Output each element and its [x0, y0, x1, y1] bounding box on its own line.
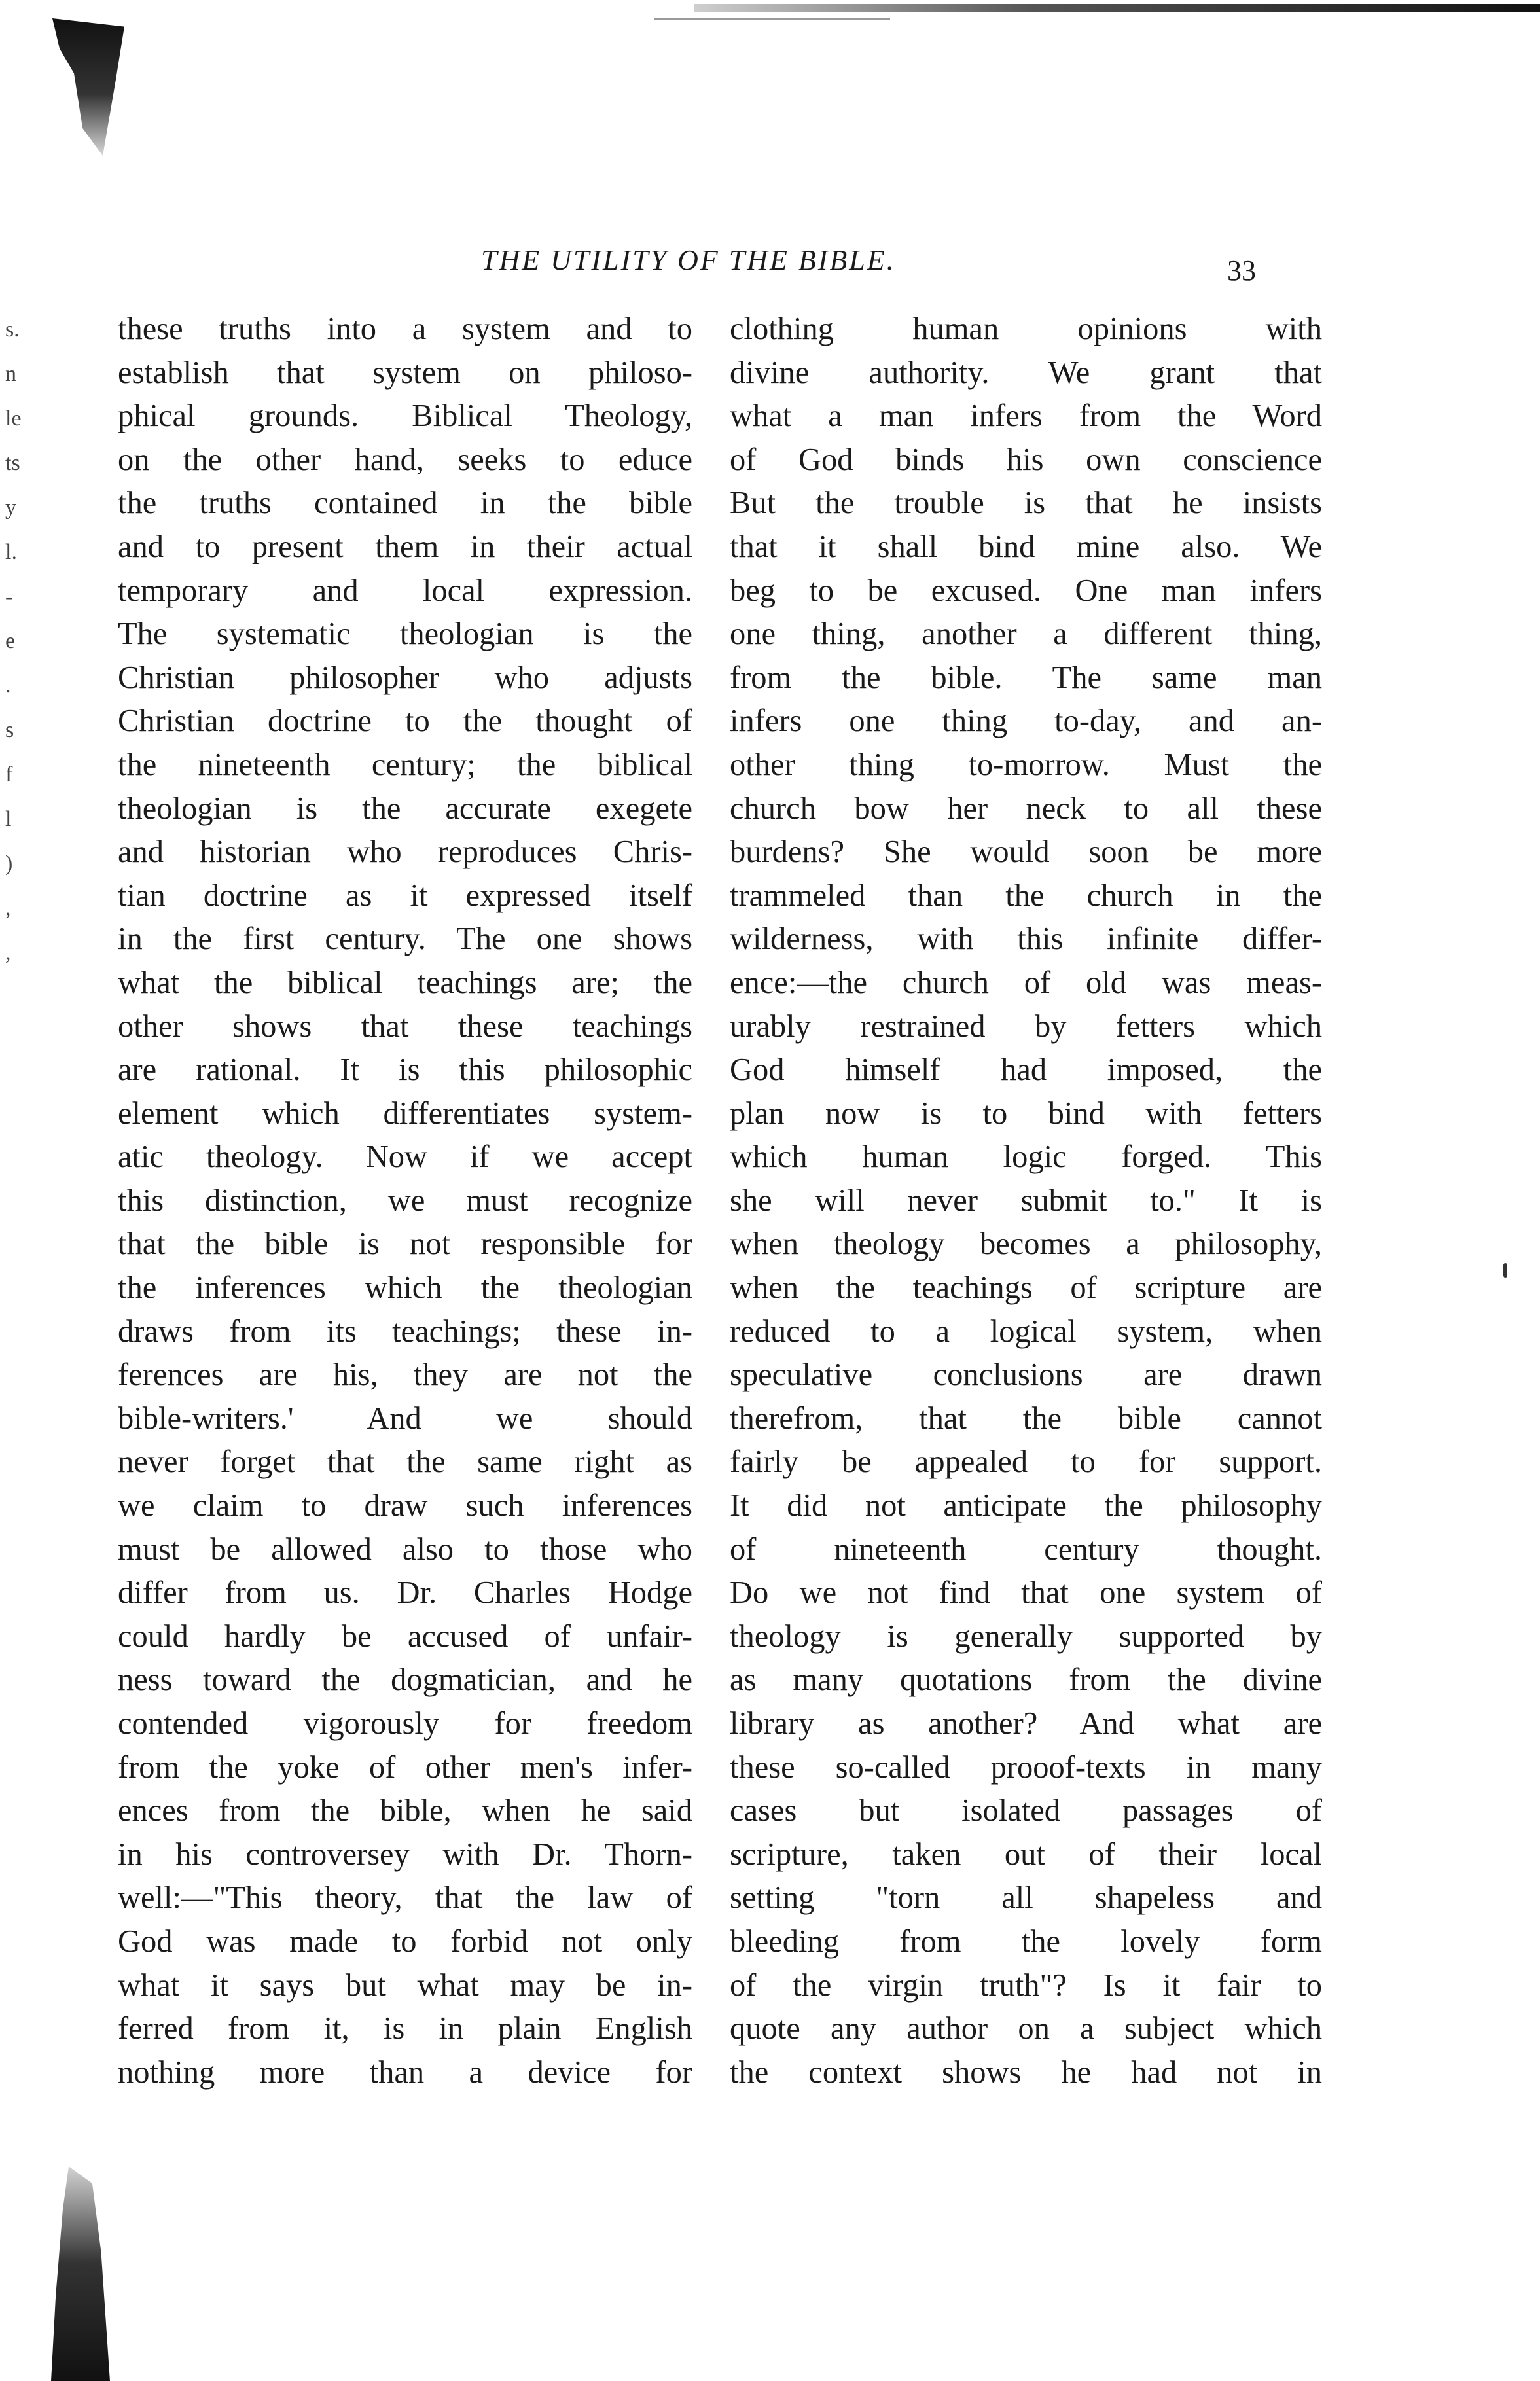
- text-line: scripture, taken out of their local: [730, 1836, 1322, 1872]
- text-line: library as another? And what are: [730, 1706, 1322, 1741]
- text-line: differ from us. Dr. Charles Hodge: [118, 1575, 692, 1611]
- text-line: what it says but what may be in-: [118, 1967, 692, 2003]
- text-line: that the bible is not responsible for: [118, 1226, 692, 1262]
- text-line: bible-writers.' And we should: [118, 1401, 692, 1436]
- margin-fragment: l.: [5, 540, 17, 564]
- text-line: and historian who reproduces Chris-: [118, 834, 692, 870]
- margin-fragment: le: [5, 406, 22, 431]
- text-line: fairly be appealed to for support.: [730, 1444, 1322, 1480]
- text-line: the truths contained in the bible: [118, 486, 692, 521]
- text-line: God himself had imposed, the: [730, 1052, 1322, 1088]
- text-line: of nineteenth century thought.: [730, 1531, 1322, 1567]
- text-line: in his controversey with Dr. Thorn-: [118, 1836, 692, 1872]
- text-line: this distinction, we must recognize: [118, 1183, 692, 1218]
- top-edge-rule: [694, 4, 1540, 12]
- text-line: we claim to draw such inferences: [118, 1488, 692, 1524]
- text-line: the context shows he had not in: [730, 2054, 1322, 2090]
- margin-fragment: f: [5, 762, 13, 787]
- text-line: Christian doctrine to the thought of: [118, 704, 692, 739]
- text-line: theologian is the accurate exegete: [118, 791, 692, 826]
- text-line: speculative conclusions are drawn: [730, 1357, 1322, 1393]
- left-margin-bleedthrough: [5, 308, 45, 975]
- text-line: ferred from it, is in plain English: [118, 2011, 692, 2047]
- text-line: bleeding from the lovely form: [730, 1924, 1322, 1959]
- text-line: what the biblical teachings are; the: [118, 965, 692, 1000]
- running-title: THE UTILITY OF THE BIBLE.: [481, 244, 896, 276]
- text-line: therefrom, that the bible cannot: [730, 1401, 1322, 1436]
- text-line: clothing human opinions with: [730, 312, 1322, 346]
- text-line: one thing, another a different thing,: [730, 617, 1322, 652]
- top-edge-thin-rule: [654, 18, 890, 20]
- binding-shadow-top: [52, 18, 124, 156]
- margin-fragment: n: [5, 362, 16, 386]
- text-line: church bow her neck to all these: [730, 791, 1322, 826]
- text-line: temporary and local expression.: [118, 573, 692, 608]
- text-line: what a man infers from the Word: [730, 399, 1322, 434]
- text-line: ence:—the church of old was meas-: [730, 965, 1322, 1000]
- margin-fragment: .: [5, 673, 11, 698]
- text-line: of God binds his own conscience: [730, 442, 1322, 477]
- left-text-column: [118, 308, 692, 2094]
- margin-fragment: s.: [5, 317, 20, 342]
- text-line: urably restrained by fetters which: [730, 1009, 1322, 1044]
- text-line: never forget that the same right as: [118, 1444, 692, 1480]
- text-line: contended vigorously for freedom: [118, 1706, 692, 1741]
- text-line: Christian philosopher who adjusts: [118, 660, 692, 695]
- text-line: beg to be excused. One man infers: [730, 573, 1322, 608]
- text-line: divine authority. We grant that: [730, 355, 1322, 390]
- text-line: draws from its teachings; these in-: [118, 1314, 692, 1349]
- margin-fragment: ts: [5, 451, 20, 475]
- margin-fragment: -: [5, 584, 13, 609]
- text-line: God was made to forbid not only: [118, 1924, 692, 1959]
- right-text-column: [730, 308, 1322, 2094]
- text-line: well:—"This theory, that the law of: [118, 1880, 692, 1916]
- margin-fragment: ,: [5, 940, 11, 965]
- binding-shadow-bottom: [51, 2166, 110, 2381]
- text-line: in the first century. The one shows: [118, 922, 692, 957]
- page-number: 33: [1227, 255, 1256, 287]
- text-line: when theology becomes a philosophy,: [730, 1226, 1322, 1262]
- margin-fragment: s: [5, 718, 14, 742]
- text-line: must be allowed also to those who: [118, 1531, 692, 1567]
- text-line: atic theology. Now if we accept: [118, 1139, 692, 1175]
- text-line: could hardly be accused of unfair-: [118, 1619, 692, 1654]
- text-line: are rational. It is this philosophic: [118, 1052, 692, 1088]
- text-line: when the teachings of scripture are: [730, 1270, 1322, 1306]
- text-line: phical grounds. Biblical Theology,: [118, 399, 692, 434]
- text-line: element which differentiates system-: [118, 1096, 692, 1131]
- running-head: [0, 243, 1540, 287]
- text-line: ences from the bible, when he said: [118, 1793, 692, 1829]
- margin-fragment: ,: [5, 896, 11, 920]
- text-line: on the other hand, seeks to educe: [118, 442, 692, 477]
- text-line: Do we not find that one system of: [730, 1575, 1322, 1611]
- text-line: which human logic forged. This: [730, 1139, 1322, 1175]
- text-line: The systematic theologian is the: [118, 617, 692, 652]
- margin-fragment: y: [5, 495, 16, 520]
- margin-fragment: ): [5, 851, 13, 876]
- text-line: setting "torn all shapeless and: [730, 1880, 1322, 1916]
- text-line: wilderness, with this infinite differ-: [730, 922, 1322, 957]
- text-line: quote any author on a subject which: [730, 2011, 1322, 2047]
- text-line: these truths into a system and to: [118, 312, 692, 346]
- text-line: trammeled than the church in the: [730, 878, 1322, 913]
- text-line: But the trouble is that he insists: [730, 486, 1322, 521]
- text-line: as many quotations from the divine: [730, 1662, 1322, 1698]
- text-line: establish that system on philoso-: [118, 355, 692, 390]
- margin-fragment: e: [5, 629, 16, 653]
- text-line: these so-called prooof-texts in many: [730, 1749, 1322, 1785]
- text-line: from the bible. The same man: [730, 660, 1322, 695]
- text-line: she will never submit to." It is: [730, 1183, 1322, 1218]
- text-line: and to present them in their actual: [118, 529, 692, 564]
- text-line: burdens? She would soon be more: [730, 834, 1322, 870]
- text-line: ness toward the dogmatician, and he: [118, 1662, 692, 1698]
- text-line: cases but isolated passages of: [730, 1793, 1322, 1829]
- text-line: the nineteenth century; the biblical: [118, 747, 692, 782]
- text-line: nothing more than a device for: [118, 2054, 692, 2090]
- text-line: infers one thing to-day, and an-: [730, 704, 1322, 739]
- text-line: other thing to-morrow. Must the: [730, 747, 1322, 782]
- text-line: ferences are his, they are not the: [118, 1357, 692, 1393]
- text-line: that it shall bind mine also. We: [730, 529, 1322, 564]
- text-line: of the virgin truth"? Is it fair to: [730, 1967, 1322, 2003]
- text-line: reduced to a logical system, when: [730, 1314, 1322, 1349]
- text-line: theology is generally supported by: [730, 1619, 1322, 1654]
- text-line: plan now is to bind with fetters: [730, 1096, 1322, 1131]
- text-line: from the yoke of other men's infer-: [118, 1749, 692, 1785]
- margin-fragment: l: [5, 807, 12, 831]
- text-line: It did not anticipate the philosophy: [730, 1488, 1322, 1524]
- stray-ink-mark: [1503, 1263, 1507, 1278]
- text-line: other shows that these teachings: [118, 1009, 692, 1044]
- text-line: the inferences which the theologian: [118, 1270, 692, 1306]
- text-line: tian doctrine as it expressed itself: [118, 878, 692, 913]
